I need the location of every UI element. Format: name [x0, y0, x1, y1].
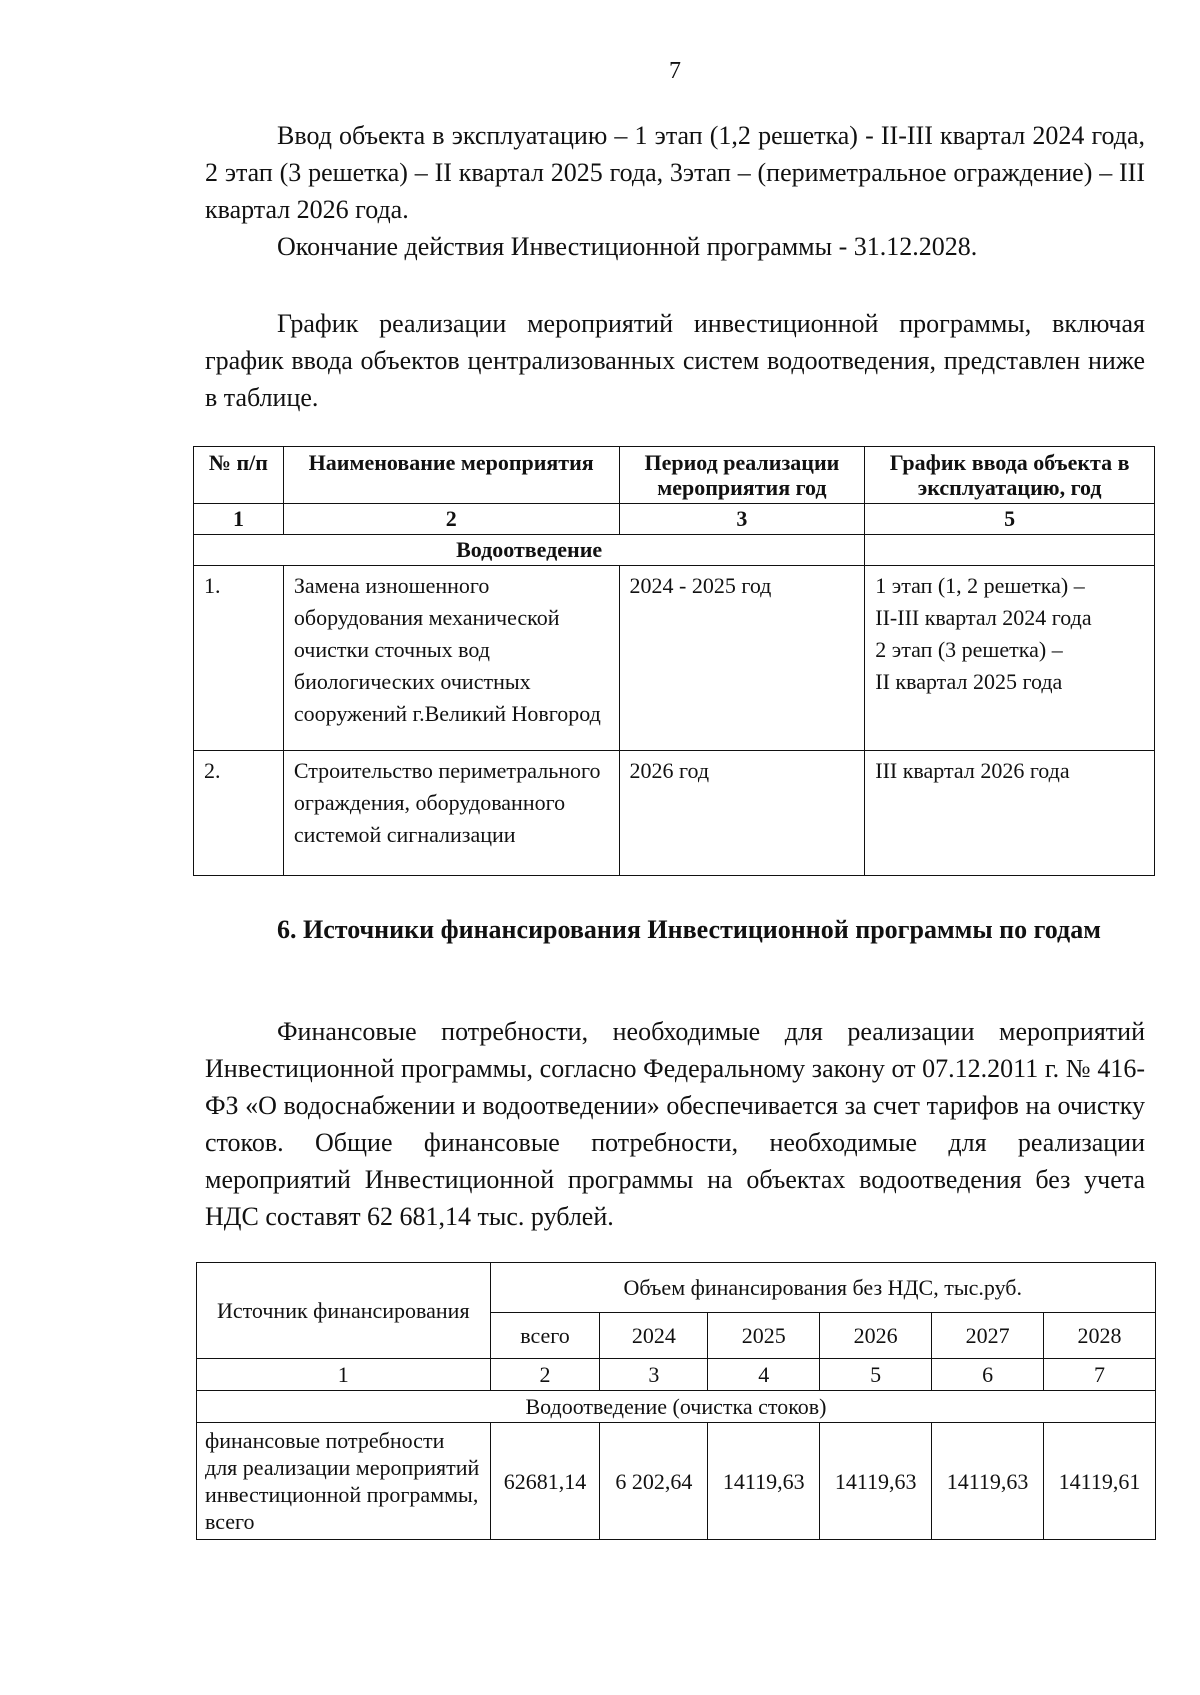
col-number: 1	[194, 504, 284, 535]
empty-cell	[865, 535, 1155, 566]
col-number: 3	[619, 504, 865, 535]
col-number: 2	[283, 504, 619, 535]
col-number: 3	[600, 1359, 708, 1391]
col-number: 2	[490, 1359, 600, 1391]
financing-paragraph: Финансовые потребности, необходимые для реализации мероприятий Инвестиционной программы, согласно Федеральному закону от 07.12.2011 г. № 416-ФЗ «О водоснабжении и водоотведении» обеспечивается за счет тарифов на очистку стоков. Общие финансовые потребности, необходимые для реализации мероприятий Инвестиционной программы на объектах водоотведения без учета НДС составят 62 681,14 тыс. рублей.	[205, 1017, 1145, 1231]
header-total: всего	[490, 1313, 600, 1359]
section-row	[197, 1391, 1156, 1423]
header-year: 2025	[708, 1313, 820, 1359]
row-name: Замена изношенного оборудования механической очистки сточных вод биологических очистных сооружений г.Великий Новгород	[283, 566, 619, 751]
financing-table	[196, 1262, 1156, 1540]
row-schedule	[865, 751, 1155, 876]
row-schedule	[865, 566, 1155, 751]
program-end-paragraph: Окончание действия Инвестиционной программы - 31.12.2028.	[277, 232, 978, 261]
col-number: 4	[708, 1359, 820, 1391]
header-number: № п/п	[194, 447, 284, 504]
section-label: Водоотведение	[194, 535, 865, 566]
header-year: 2028	[1044, 1313, 1156, 1359]
row-number: 2.	[194, 751, 284, 876]
value-2024: 6 202,64	[600, 1423, 708, 1540]
schedule-line: III квартал 2026 года	[875, 758, 1070, 783]
schedule-line: II-III квартал 2024 года	[875, 605, 1092, 630]
header-source: Источник финансирования	[197, 1263, 491, 1359]
row-label: финансовые потребности для реализации мероприятий инвестиционной программы, всего	[197, 1423, 491, 1540]
row-name: Строительство периметрального ограждения, оборудованного системой сигнализации	[283, 751, 619, 876]
row-number: 1.	[194, 566, 284, 751]
schedule-table	[193, 446, 1155, 876]
col-number: 5	[820, 1359, 932, 1391]
table-header-row	[194, 447, 1155, 504]
schedule-intro-paragraph: График реализации мероприятий инвестиционной программы, включая график ввода объектов централизованных систем водоотведения, представлен ниже в таблице.	[205, 309, 1145, 412]
schedule-line: 2 этап (3 решетка) –	[875, 637, 1063, 662]
header-period: Период реализации мероприятия год	[619, 447, 865, 504]
section-row	[194, 535, 1155, 566]
schedule-line: 1 этап (1, 2 решетка) –	[875, 573, 1085, 598]
value-2027: 14119,63	[932, 1423, 1044, 1540]
header-year: 2026	[820, 1313, 932, 1359]
column-number-row	[194, 504, 1155, 535]
table-row	[197, 1423, 1156, 1540]
col-number: 5	[865, 504, 1155, 535]
col-number: 7	[1044, 1359, 1156, 1391]
value-2026: 14119,63	[820, 1423, 932, 1540]
page-number: 7	[669, 58, 681, 84]
header-name: Наименование мероприятия	[283, 447, 619, 504]
table-header-row	[197, 1263, 1156, 1313]
value-2025: 14119,63	[708, 1423, 820, 1540]
header-volume: Объем финансирования без НДС, тыс.руб.	[490, 1263, 1155, 1313]
table-row	[194, 751, 1155, 876]
col-number: 1	[197, 1359, 491, 1391]
header-schedule: График ввода объекта в эксплуатацию, год	[865, 447, 1155, 504]
value-2028: 14119,61	[1044, 1423, 1156, 1540]
value-total: 62681,14	[490, 1423, 600, 1540]
row-period: 2024 - 2025 год	[619, 566, 865, 751]
col-number: 6	[932, 1359, 1044, 1391]
table-row	[194, 566, 1155, 751]
header-year: 2024	[600, 1313, 708, 1359]
row-period: 2026 год	[619, 751, 865, 876]
commissioning-paragraph: Ввод объекта в эксплуатацию – 1 этап (1,2 решетка) - II-III квартал 2024 года, 2 этап (3 решетка) – II квартал 2025 года, 3этап – (периметральное ограждение) – III квартал 2026 года.	[205, 121, 1145, 224]
schedule-line: II квартал 2025 года	[875, 669, 1063, 694]
header-year: 2027	[932, 1313, 1044, 1359]
section-6-heading: 6. Источники финансирования Инвестиционной программы по годам	[277, 915, 1101, 944]
column-number-row	[197, 1359, 1156, 1391]
section-label: Водоотведение (очистка стоков)	[197, 1391, 1156, 1423]
